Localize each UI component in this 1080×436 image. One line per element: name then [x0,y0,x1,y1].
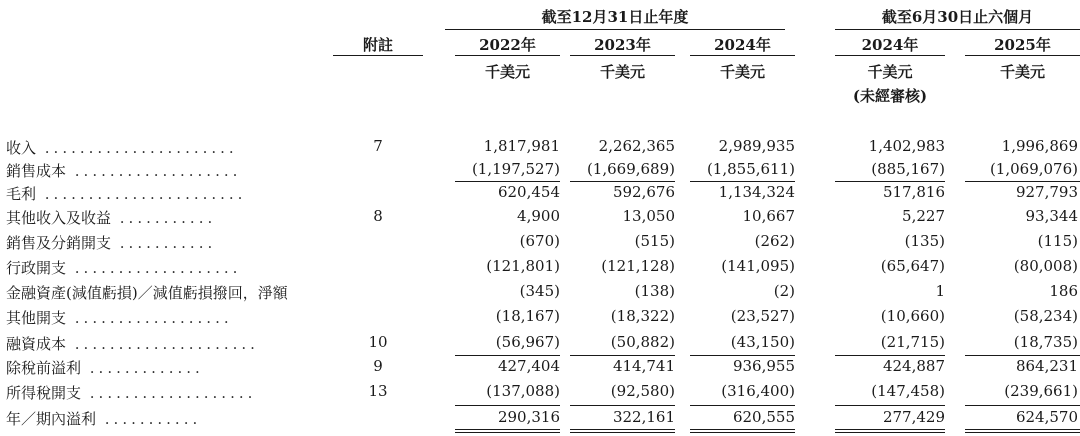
row-label [6,232,216,253]
row-value: 424,887 [882,357,945,375]
row-value: (92,580) [610,382,675,400]
subtotal-rule-profit [570,405,675,406]
total-rule-lower [455,432,560,433]
year-rule-2025-hy [965,55,1080,56]
group-header-half-year: 截至6月30日止六個月 [881,8,1034,26]
row-label [6,282,288,303]
row-label [6,137,238,158]
row-value: (1,855,611) [706,160,795,178]
year-rule-2024-hy [835,55,945,56]
row-note: 9 [373,357,383,375]
row-value: 5,227 [902,207,945,225]
subtotal-rule-profit-before-tax [835,355,945,356]
year-rule-2024-fy [690,55,795,56]
row-label [6,333,259,354]
subtotal-rule-gross-profit [690,181,795,182]
row-label-text: 毛利 [6,185,37,203]
subtotal-rule-gross-profit [965,181,1080,182]
row-label-text: 除稅前溢利 [6,359,82,377]
row-value: 2,989,935 [718,137,795,155]
year-header-2024-hy: 2024年 [861,36,919,54]
row-label-text: 收入 [6,139,37,157]
row-label-text: 其他開支 [6,309,67,327]
row-value: 620,555 [732,408,795,426]
subtotal-rule-profit-before-tax [570,355,675,356]
total-rule-lower [570,432,675,433]
unit-header-2023: 千美元 [599,63,645,81]
row-value: (137,088) [486,382,560,400]
row-value: (2) [773,282,795,300]
total-rule-upper [570,429,675,430]
row-value: (1,069,076) [989,160,1078,178]
leader-dots: ........... [96,410,202,428]
row-value: (885,167) [871,160,945,178]
row-value: 290,316 [497,408,560,426]
row-value: (115) [1037,232,1078,250]
row-value: (262) [754,232,795,250]
row-label-text: 銷售成本 [6,162,67,180]
row-value: 10,667 [742,207,795,225]
row-value: (1,197,527) [471,160,560,178]
row-value: (121,801) [486,257,560,275]
unaudited-note: (未經審核) [852,87,928,105]
row-value: 93,344 [1025,207,1078,225]
row-value: (65,647) [880,257,945,275]
group-header-fiscal-year: 截至12月31日止年度 [541,8,689,26]
note-column-header: 附註 [362,36,393,54]
subtotal-rule-profit-before-tax [455,355,560,356]
row-value: (239,661) [1004,382,1078,400]
subtotal-rule-profit-before-tax [965,355,1080,356]
row-label-text: 所得稅開支 [6,384,82,402]
leader-dots: ..................... [66,335,259,353]
row-value: 4,900 [517,207,560,225]
row-note: 13 [368,382,388,400]
row-value: (58,234) [1013,307,1078,325]
subtotal-rule-gross-profit [455,181,560,182]
row-value: (515) [634,232,675,250]
group-rule-fiscal-year [445,29,785,30]
row-value: (141,095) [721,257,795,275]
row-value: 2,262,365 [598,137,675,155]
subtotal-rule-gross-profit [570,181,675,182]
total-rule-lower [965,432,1080,433]
row-value: 1,996,869 [1001,137,1078,155]
leader-dots: ................... [66,259,242,277]
row-value: (80,008) [1013,257,1078,275]
year-rule-2022 [455,55,560,56]
row-value: (50,882) [610,333,675,351]
row-label-text: 行政開支 [6,259,67,277]
leader-dots: ...................... [36,139,238,157]
row-label [6,207,216,228]
unit-header-2022: 千美元 [484,63,530,81]
row-label [6,408,201,429]
row-label [6,257,241,278]
row-label-text: 銷售及分銷開支 [6,234,112,252]
subtotal-rule-profit [965,405,1080,406]
row-label-text: 金融資產(減值虧損)／減值虧損撥回，淨額 [6,284,288,302]
leader-dots: ............. [81,359,204,377]
row-value: (10,660) [880,307,945,325]
year-header-2023: 2023年 [594,36,651,54]
leader-dots: ................... [66,162,242,180]
row-value: 624,570 [1015,408,1078,426]
row-value: (345) [519,282,560,300]
leader-dots: ....................... [36,185,247,203]
total-rule-upper [835,429,945,430]
row-value: 13,050 [622,207,675,225]
row-value: (18,167) [495,307,560,325]
leader-dots: ........... [111,209,217,227]
row-value: 592,676 [612,183,675,201]
row-value: (18,735) [1013,333,1078,351]
note-header-rule [333,55,423,56]
row-value: (138) [634,282,675,300]
unit-header-2024-hy: 千美元 [867,63,913,81]
row-value: 620,454 [497,183,560,201]
row-value: 414,741 [612,357,675,375]
subtotal-rule-profit [835,405,945,406]
row-label [6,183,246,204]
row-label-text: 融資成本 [6,335,67,353]
row-value: (18,322) [610,307,675,325]
unit-header-2025-hy: 千美元 [999,63,1045,81]
row-value: (316,400) [721,382,795,400]
year-rule-2023 [570,55,675,56]
row-label-text: 年／期內溢利 [6,410,97,428]
row-value: (121,128) [601,257,675,275]
row-label [6,357,204,378]
total-rule-upper [965,429,1080,430]
row-label [6,382,256,403]
row-value: (21,715) [880,333,945,351]
row-label [6,160,241,181]
row-label-text: 其他收入及收益 [6,209,112,227]
leader-dots: ........... [111,234,217,252]
leader-dots: .................. [66,309,233,327]
subtotal-rule-gross-profit [835,181,945,182]
row-value: 322,161 [612,408,675,426]
row-value: 427,404 [497,357,560,375]
row-value: 1,134,324 [718,183,795,201]
row-value: (135) [904,232,945,250]
row-note: 10 [368,333,388,351]
row-value: 277,429 [882,408,945,426]
row-value: (670) [519,232,560,250]
row-value: 936,955 [732,357,795,375]
row-value: 864,231 [1015,357,1078,375]
unit-header-2024-fy: 千美元 [719,63,765,81]
group-rule-half-year [835,29,1080,30]
subtotal-rule-profit [690,405,795,406]
total-rule-lower [835,432,945,433]
leader-dots: ................... [81,384,257,402]
row-value: (56,967) [495,333,560,351]
row-value: 1 [935,282,945,300]
row-value: 927,793 [1015,183,1078,201]
total-rule-upper [690,429,795,430]
year-header-2022: 2022年 [479,36,536,54]
row-value: 517,816 [882,183,945,201]
row-value: (23,527) [730,307,795,325]
row-note: 8 [373,207,383,225]
row-value: (1,669,689) [586,160,675,178]
subtotal-rule-profit [455,405,560,406]
row-note: 7 [373,137,383,155]
year-header-2024-fy: 2024年 [714,36,771,54]
total-rule-lower [690,432,795,433]
row-value: 1,817,981 [483,137,560,155]
year-header-2025-hy: 2025年 [994,36,1051,54]
row-value: (43,150) [730,333,795,351]
row-value: 186 [1049,282,1078,300]
row-label [6,307,233,328]
row-value: (147,458) [871,382,945,400]
subtotal-rule-profit-before-tax [690,355,795,356]
total-rule-upper [455,429,560,430]
row-value: 1,402,983 [868,137,945,155]
